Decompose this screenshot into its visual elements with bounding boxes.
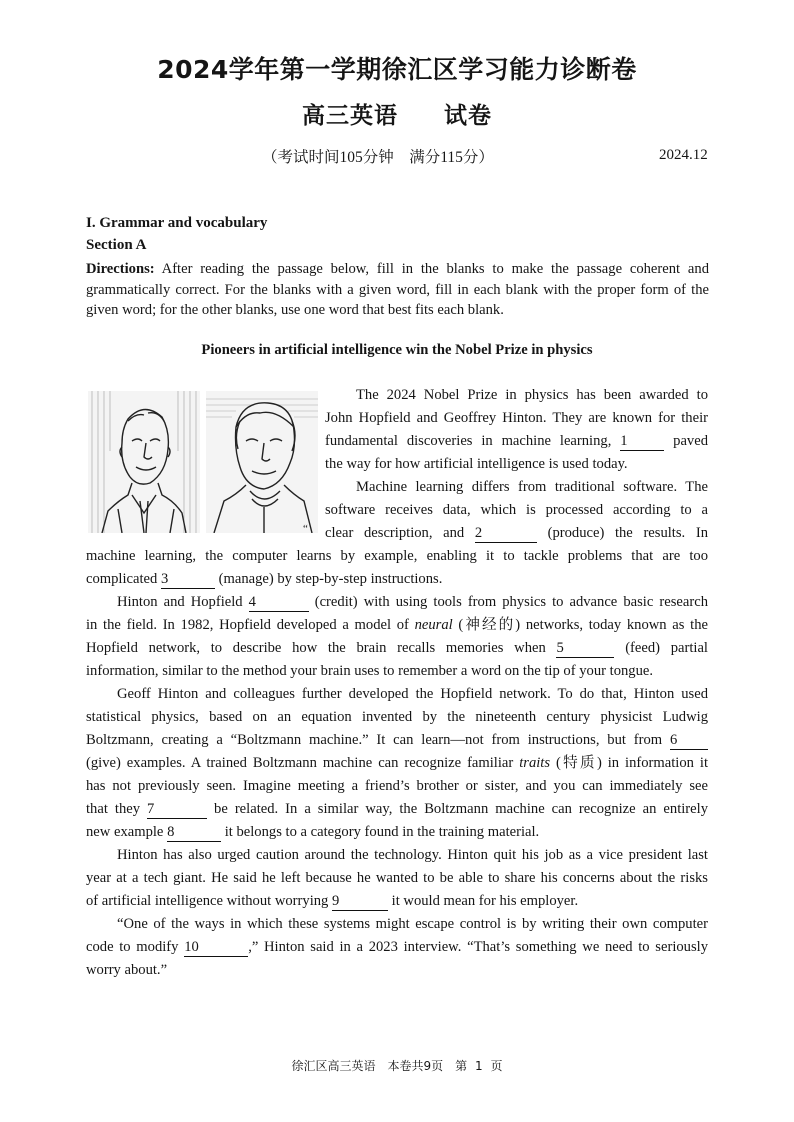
blank-8[interactable]: 8 xyxy=(167,825,221,842)
directions xyxy=(86,259,709,321)
subject-label: 高三英语 xyxy=(302,103,398,129)
passage-line: fundamental discoveries in machine learning, 1 paved xyxy=(325,433,708,449)
hinton-portrait xyxy=(206,391,318,533)
passage-line: Hinton and Hopfield 4 (credit) with using tools from physics to advance basic research xyxy=(117,594,708,610)
portrait-sketch-2 xyxy=(206,391,318,533)
passage-line: Machine learning differs from traditional software. The xyxy=(356,479,708,495)
blank-2[interactable]: 2 xyxy=(475,526,537,543)
passage-line: in the field. In 1982, Hopfield developed a model of neural (神经的) networks, today known as the xyxy=(86,617,708,633)
passage-line: statistical physics, based on an equation invented by the nineteenth century physicist Ludwig xyxy=(86,709,708,725)
exam-date: 2024.12 xyxy=(659,147,708,163)
passage-line: machine learning, the computer learns by example, enabling it to tackle problems that are too xyxy=(86,548,708,564)
part-heading: I. Grammar and vocabulary xyxy=(86,215,268,231)
blank-9[interactable]: 9 xyxy=(332,894,388,911)
portrait-sketch-1 xyxy=(88,391,200,533)
passage-line: that they 7 be related. In a similar way, the Boltzmann machine can recognize an entirely xyxy=(86,801,708,817)
passage-line: Boltzmann, creating a “Boltzmann machine.” It can learn—not from instructions, but from 6 xyxy=(86,729,708,752)
blank-1[interactable]: 1 xyxy=(620,434,664,451)
blank-10[interactable]: 10 xyxy=(184,940,248,957)
exam-subtitle xyxy=(0,97,794,130)
passage-line: Geoff Hinton and colleagues further developed the Hopfield network. To do that, Hinton used xyxy=(117,686,708,702)
hopfield-portrait xyxy=(88,391,200,533)
passage-line: of artificial intelligence without worrying 9 it would mean for his employer. xyxy=(86,893,579,909)
passage-line: has not previously seen. Imagine meeting a friend’s brother or sister, and you can immediately see xyxy=(86,778,708,794)
passage-line: code to modify 10 ,” Hinton said in a 2023 interview. “That’s something we need to seriously xyxy=(86,939,709,955)
passage-line: worry about.” xyxy=(86,962,168,978)
passage-line: Hopfield network, to describe how the brain recalls memories when 5 (feed) partial xyxy=(86,640,708,656)
blank-6[interactable]: 6 xyxy=(670,733,708,750)
passage-line: The 2024 Nobel Prize in physics has been awarded to xyxy=(356,387,708,403)
passage-line: clear description, and 2 (produce) the results. In xyxy=(325,525,709,541)
blank-4[interactable]: 4 xyxy=(249,595,309,612)
passage-line: John Hopfield and Geoffrey Hinton. They are known for their xyxy=(325,410,708,426)
paper-label: 试卷 xyxy=(444,103,492,129)
passage-line: Hinton has also urged caution around the technology. Hinton quit his job as a vice president last xyxy=(117,847,708,863)
passage-title: Pioneers in artificial intelligence win the Nobel Prize in physics xyxy=(201,342,593,358)
passage-line: the way for how artificial intelligence is used today. xyxy=(325,456,628,472)
exam-info: （考试时间105分钟 满分115分） xyxy=(262,149,494,166)
passage-line: year at a tech giant. He said he left because he wanted to be able to share his concerns about the risks xyxy=(86,870,708,886)
passage-line: information, similar to the method your brain uses to remember a word on the tip of your tongue. xyxy=(86,663,654,679)
passage-line: complicated 3 (manage) by step-by-step instructions. xyxy=(86,571,443,587)
section-heading: Section A xyxy=(86,237,147,253)
exam-title: 2024学年第一学期徐汇区学习能力诊断卷 xyxy=(157,55,637,84)
blank-5[interactable]: 5 xyxy=(556,641,614,658)
caption-mark: “ xyxy=(303,523,308,535)
passage-line: software receives data, which is processed according to a xyxy=(325,502,708,518)
page-footer: 徐汇区高三英语 本卷共9页 第 1 页 xyxy=(291,1059,503,1073)
passage-line: new example 8 it belongs to a category found in the training material. xyxy=(86,824,540,840)
directions-text: After reading the passage below, fill in the blanks to make the passage coherent and grammatically correct. For the blanks with a given word, fill in each blank with the proper form of the given word; for the other blanks, use one word that best fits each blank. xyxy=(86,261,709,318)
blank-3[interactable]: 3 xyxy=(161,572,215,589)
passage-line: (give) examples. A trained Boltzmann machine can recognize familiar traits (特质) in information it xyxy=(86,755,709,771)
passage-line: “One of the ways in which these systems might escape control is by writing their own computer xyxy=(117,916,708,932)
directions-label: Directions: xyxy=(86,261,155,277)
blank-7[interactable]: 7 xyxy=(147,802,207,819)
